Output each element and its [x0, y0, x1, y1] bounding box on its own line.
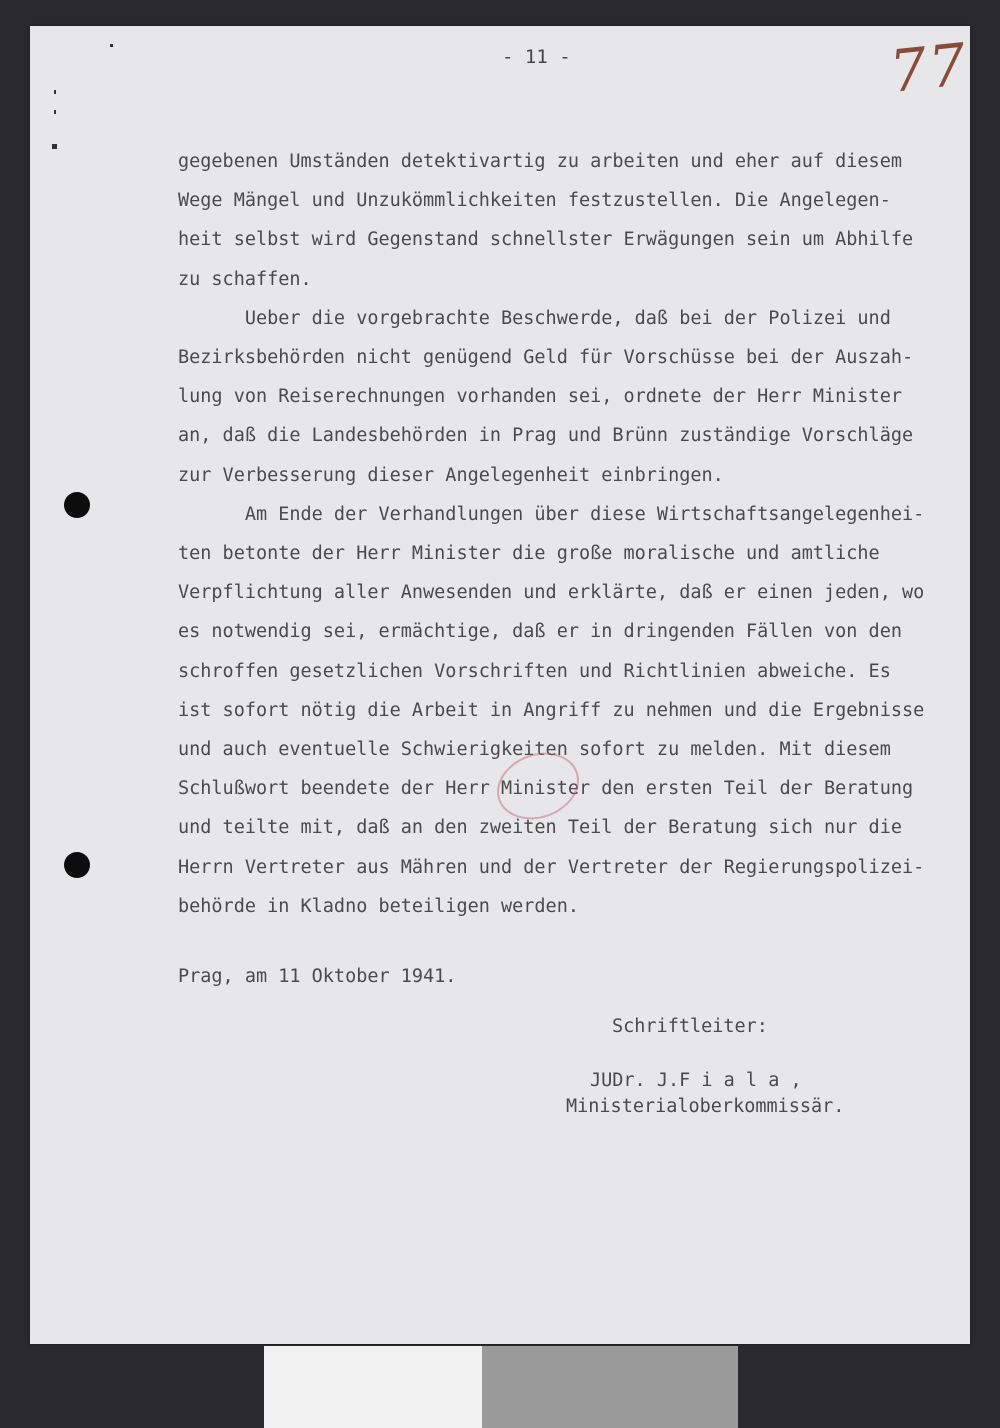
text-line: und teilte mit, daß an den zweiten Teil der Beratung sich nur die [178, 817, 902, 839]
scan-strip-white [264, 1346, 482, 1428]
text-line: es notwendig sei, ermächtige, daß er in dringenden Fällen von den [178, 621, 902, 643]
paragraph-1 [178, 142, 948, 299]
punch-hole-lower [64, 852, 90, 878]
margin-mark [54, 110, 56, 114]
text-line: zur Verbesserung dieser Angelegenheit einbringen. [178, 464, 724, 486]
text-line: schroffen gesetzlichen Vorschriften und Richtlinien abweiche. Es [178, 660, 891, 682]
paragraph-2 [178, 299, 948, 495]
text-line: gegebenen Umständen detektivartig zu arbeiten und eher auf diesem [178, 151, 902, 172]
text-line: Verpflichtung aller Anwesenden und erklärte, daß er einen jeden, wo [178, 582, 925, 604]
text-line: heit selbst wird Gegenstand schnellster Erwägungen sein um Abhilfe [178, 229, 914, 251]
signature-block [566, 1014, 844, 1120]
text-line: lung von Reiserechnungen vorhanden sei, ordnete der Herr Minister [178, 386, 902, 408]
margin-mark [52, 144, 57, 149]
text-line: an, daß die Landesbehörden in Prag und Brünn zuständige Vorschläge [178, 425, 914, 447]
text-line: Ueber die vorgebrachte Beschwerde, daß bei der Polizei und [178, 307, 891, 329]
margin-mark [54, 90, 56, 94]
punch-hole-upper [64, 492, 90, 518]
text-line: Bezirksbehörden nicht genügend Geld für Vorschüsse bei der Auszah- [178, 347, 914, 369]
text-line: ten betonte der Herr Minister die große moralische und amtliche [178, 543, 880, 565]
text-line: Schlußwort beendete der Herr Minister den ersten Teil der Beratung [178, 778, 914, 800]
page-number: - 11 - [502, 46, 571, 68]
text-line: Herrn Vertreter aus Mähren und der Vertreter der Regierungspolizei- [178, 856, 925, 878]
signature-title: Ministerialoberkommissär. [566, 1096, 845, 1117]
text-line: behörde in Kladno beteiligen werden. [178, 895, 579, 917]
text-line: und auch eventuelle Schwierigkeiten sofort zu melden. Mit diesem [178, 739, 891, 761]
scan-strip-grey [482, 1346, 738, 1428]
text-line: Am Ende der Verhandlungen über diese Wirtschaftsangelegenhei- [178, 503, 925, 525]
place-date: Prag, am 11 Oktober 1941. [178, 966, 457, 987]
text-line: ist sofort nötig die Arbeit in Angriff zu nehmen und die Ergebnisse [178, 699, 925, 721]
signature-name: JUDr. J.F i a l a , [590, 1070, 802, 1091]
signature-role: Schriftleiter: [612, 1016, 768, 1037]
text-line: Wege Mängel und Unzukömmlichkeiten festzustellen. Die Angelegen- [178, 190, 891, 212]
paragraph-3 [178, 495, 948, 926]
margin-mark [110, 44, 113, 47]
document-page [30, 26, 970, 1344]
text-line: zu schaffen. [178, 268, 312, 290]
handwritten-folio-number: 77 [886, 30, 972, 106]
